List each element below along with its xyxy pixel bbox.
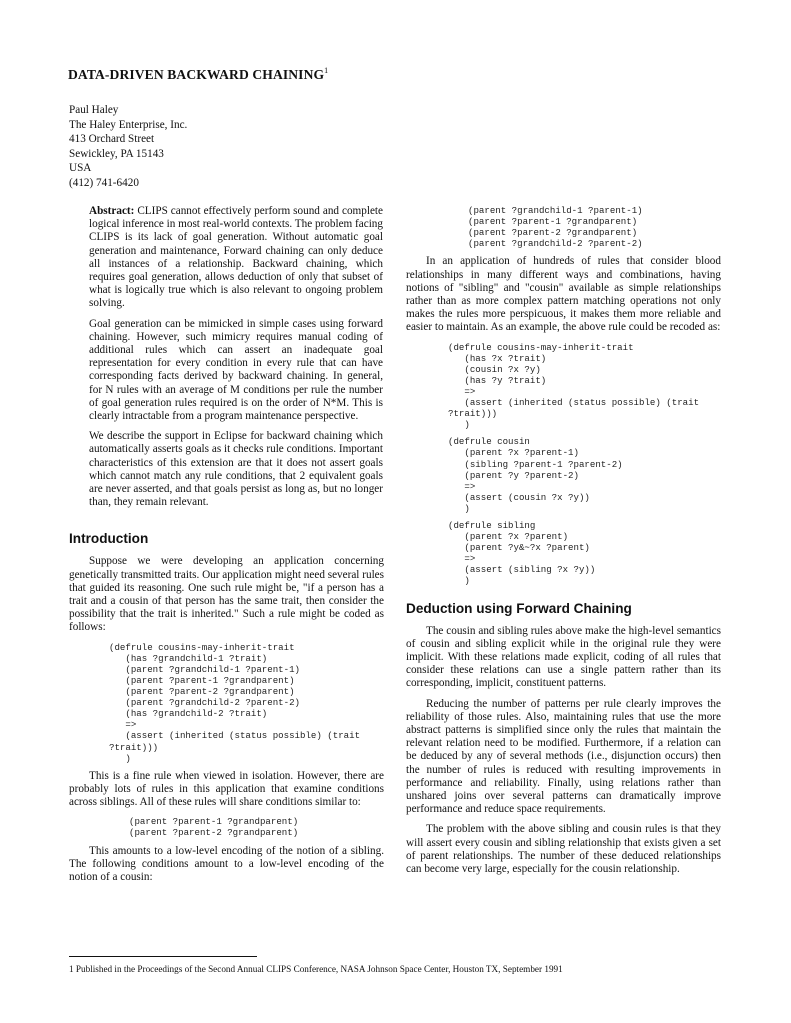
section-heading-introduction: Introduction [69, 531, 149, 547]
code-block-sibling-conditions: (parent ?parent-1 ?grandparent) (parent ?parent-2 ?grandparent) [129, 816, 299, 839]
right-paragraph-1: In an application of hundreds of rules that consider blood relationships in many different ways and combinations, having notions of "sibling" and "cousin" available as simple relationships rather than as more complex pattern matching operations not only makes the rules more perspicuous, it makes them more reliable and easier to maintain. As an example, the above rule could be recoded as: [406, 255, 721, 334]
paper-title [68, 66, 328, 83]
intro-paragraph-1: Suppose we were developing an application concerning genetically transmitted traits. Our application might need several rules that guided its reasoning. One such rule might be, "if a person has a trait and a cousin of that person has the same trait, then consider the possibility that the trait is inherited." Such a rule might be coded as follows: [69, 555, 384, 634]
author-affiliation: The Haley Enterprise, Inc. [69, 118, 188, 131]
abstract [89, 205, 383, 509]
footnote: 1 Published in the Proceedings of the Second Annual CLIPS Conference, NASA Johnson Space Center, Houston TX, September 1991 [69, 964, 563, 974]
author-block [69, 103, 187, 190]
intro-paragraph-3: This amounts to a low-level encoding of the notion of a sibling. The following conditions amount to a low-level encoding of the notion of a cousin: [69, 844, 384, 883]
abstract-text-1: CLIPS cannot effectively perform sound and complete logical inference in most real-world contexts. The problem facing CLIPS is its lack of goal generation. Without automatic goal generation and maintenance, Forward chaining can only deduce all instances of a relationship. Backward chaining, which requires goal generation, allows deduction of only that subset of what is logically true which is also relevant to ongoing problem solving. [89, 205, 383, 310]
abstract-paragraph-2: Goal generation can be mimicked in simple cases using forward chaining. However, such mimicry requires manual coding of additional rules which can assert an inadequate goal representation for every condition in every rule that can have corresponding facts derived by backward chaining. In general, for N rules with an average of M conditions per rule the number of goal generation rules required is on the order of N*M. This is clearly intractable from a program maintenance perspective. [89, 317, 383, 423]
code-block-rule-sibling: (defrule sibling (parent ?x ?parent) (parent ?y&~?x ?parent) => (assert (sibling ?x ?y)) ) [448, 520, 596, 587]
intro-paragraph-2: This is a fine rule when viewed in isolation. However, there are probably lots of rules in this application that examine conditions across siblings. All of these rules will share conditions similar to: [69, 769, 384, 809]
author-street: 413 Orchard Street [69, 133, 155, 145]
author-name: Paul Haley [69, 104, 119, 116]
section-heading-deduction: Deduction using Forward Chaining [406, 600, 632, 616]
author-country: USA [69, 162, 92, 174]
right-paragraph-2: The cousin and sibling rules above make the high-level semantics of cousin and sibling explicit while in the original rule they were implicit. With these relations made explicit, coding of all rules that consider these relations can use a single pattern rather than its corresponding, implicit, constituent patterns. [406, 624, 721, 690]
author-city: Sewickley, PA 15143 [69, 147, 164, 160]
author-phone: (412) 741-6420 [69, 176, 139, 189]
footnote-divider [69, 956, 257, 957]
right-paragraph-4: The problem with the above sibling and cousin rules is that they will assert every cousin and sibling relationship that exists given a set of parent relationships. The number of these deduced relationships can become very large, especially for the cousin relationship. [406, 823, 721, 876]
code-block-rule-original: (defrule cousins-may-inherit-trait (has ?grandchild-1 ?trait) (parent ?grandchild-1 ?parent-1) (parent ?parent-1 ?grandparent) (parent ?parent-2 ?grandparent) (parent ?grandchild-2 ?parent-2) (has ?grandchild-2 ?trait) => (assert (inherited (status possible) (trait ?trait))) ) [109, 641, 361, 764]
title-footnote-mark: 1 [324, 66, 329, 75]
abstract-label: Abstract: [89, 205, 135, 217]
code-block-cousin-conditions: (parent ?grandchild-1 ?parent-1) (parent ?parent-1 ?grandparent) (parent ?parent-2 ?grandparent) (parent ?grandchild-2 ?parent-2) [468, 205, 643, 250]
code-block-rule-recoded: (defrule cousins-may-inherit-trait (has ?x ?trait) (cousin ?x ?y) (has ?y ?trait) => (assert (inherited (status possible) (trait ?trait))) ) [448, 341, 700, 431]
title-text: DATA-DRIVEN BACKWARD CHAINING [68, 67, 325, 82]
abstract-paragraph-1 [89, 205, 383, 311]
right-column [406, 205, 721, 883]
abstract-paragraph-3: We describe the support in Eclipse for backward chaining which automatically asserts goals as it checks rule conditions. Important characteristics of this extension are that it does not assert goals which cannot match any rule conditions, that 2 equivalent goals are never asserted, and that goals persist as long as, but no longer than, they remain relevant. [89, 430, 383, 509]
right-paragraph-3: Reducing the number of patterns per rule clearly improves the reliability of those rules. Also, maintaining rules that use the more abstract patterns is simplified since only the rules that maintain the relevant relation need to be modified. Furthermore, if a relation can be deduced by any of several methods (i.e., disjunction occurs) then the number of rules is reduced with resulting improvements in performance and reliability. Finally, using relations rather than unshared joins over several patterns can dramatically improve performance and reduce space requirements. [406, 697, 721, 816]
left-column [69, 205, 384, 891]
code-block-rule-cousin: (defrule cousin (parent ?x ?parent-1) (sibling ?parent-1 ?parent-2) (parent ?y ?parent-2) => (assert (cousin ?x ?y)) ) [448, 436, 623, 514]
